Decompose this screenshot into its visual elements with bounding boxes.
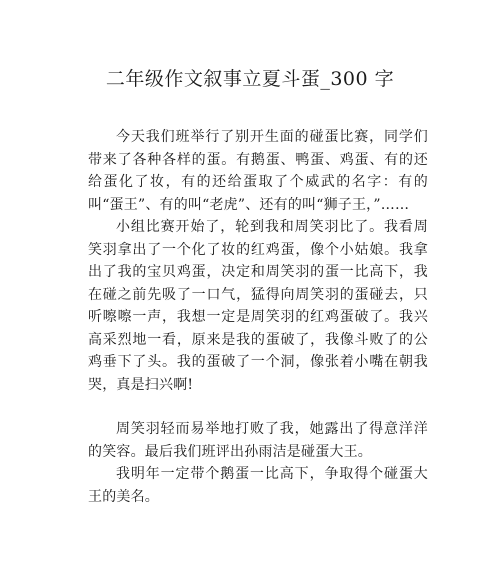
paragraph-4: 我明年一定带个鹅蛋一比高下，争取得个碰蛋大王的美名。	[88, 466, 428, 505]
paragraph-3: 周笑羽轻而易举地打败了我，她露出了得意洋洋的笑容。最后我们班评出孙雨洁是碰蛋大王。	[88, 421, 428, 460]
paragraph-2: 小组比赛开始了，轮到我和周笑羽比了。我看周笑羽拿出了一个化了妆的红鸡蛋，像个小姑娘。我拿出了我的宝贝鸡蛋，决定和周笑羽的蛋一比高下，我在碰之前先吸了一口气，猛得向周笑羽的蛋碰去，只听嚓嚓一声，我想一定是周笑羽的红鸡蛋破了。我兴高采烈地一看，原来是我的蛋破了，我像斗败了的公鸡垂下了头。我的蛋破了一个洞，像张着小嘴在朝我哭，真是扫兴啊!	[88, 219, 428, 393]
document-body	[88, 126, 428, 508]
paragraph-1: 今天我们班举行了别开生面的碰蛋比赛，同学们带来了各种各样的蛋。有鹅蛋、鸭蛋、鸡蛋、有的还给蛋化了妆，有的还给蛋取了个威武的名字：有的叫“蛋王”、有的叫“老虎”、还有的叫“狮子王，”……	[88, 129, 428, 213]
document-title: 二年级作文叙事立夏斗蛋_300 字	[105, 68, 395, 90]
